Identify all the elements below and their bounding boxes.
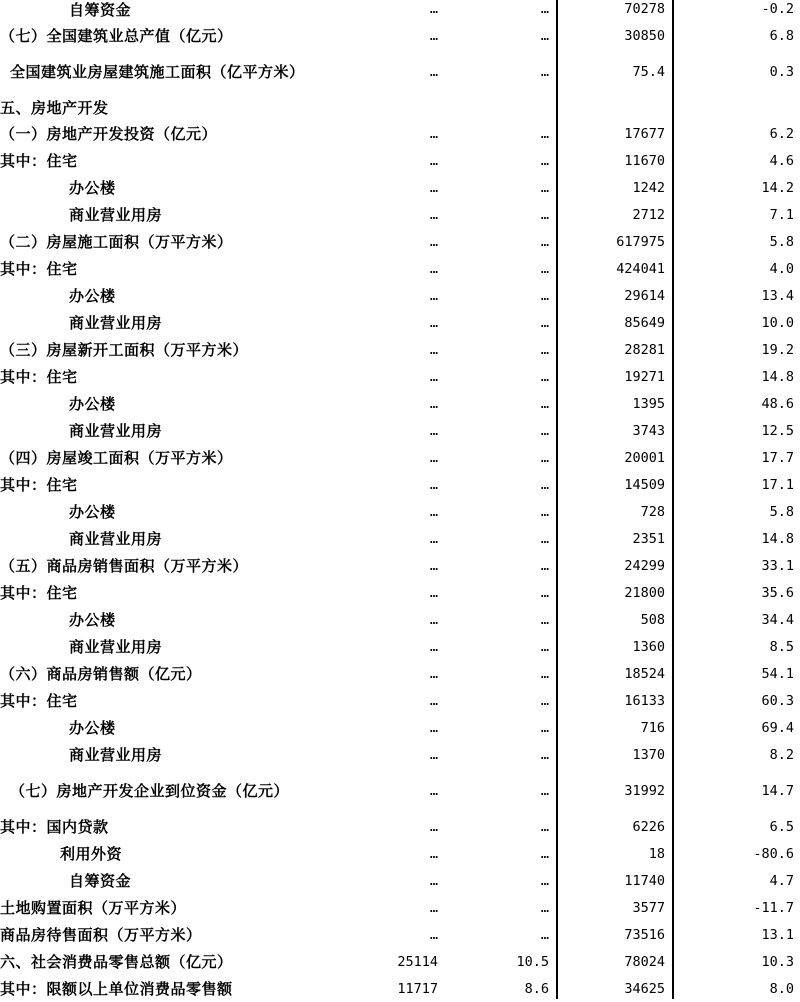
table-row — [0, 687, 800, 714]
value-cell-c3: 17677 — [624, 125, 665, 142]
row-label: 其中：住宅 — [0, 692, 78, 710]
value-cell-c3: 1370 — [632, 746, 665, 763]
value-cell-c3: 18524 — [624, 665, 665, 682]
row-label: （二）房屋施工面积（万平方米） — [0, 233, 233, 251]
row-label: （五）商品房销售面积（万平方米） — [0, 557, 249, 575]
row-label: 五、房地产开发 — [0, 98, 109, 117]
row-label: 其中：限额以上单位消费品零售额 — [0, 980, 233, 998]
value-cell-c1: … — [429, 557, 438, 574]
table-row — [0, 147, 800, 174]
value-cell-c1: … — [429, 206, 438, 223]
table-row — [0, 417, 800, 444]
value-cell-c1: … — [429, 287, 438, 304]
value-cell-c4: 14.8 — [761, 530, 794, 547]
value-cell-c3: 16133 — [624, 692, 665, 709]
value-cell-c1: … — [429, 926, 438, 943]
value-cell-c3: 2351 — [632, 530, 665, 547]
table-row — [0, 50, 800, 94]
value-cell-c2: … — [540, 64, 549, 80]
value-cell-c4: 54.1 — [761, 665, 794, 682]
value-cell-c3: 18 — [648, 845, 665, 862]
value-cell-c1: … — [429, 611, 438, 628]
value-cell-c1: … — [429, 584, 438, 601]
value-cell-c4: 6.2 — [769, 125, 794, 142]
row-label: 办公楼 — [69, 287, 116, 305]
table-row — [0, 768, 800, 813]
row-label: （七）全国建筑业总产值（亿元） — [0, 27, 233, 45]
value-cell-c2: … — [540, 638, 549, 655]
table-row — [0, 921, 800, 948]
value-cell-c2: … — [540, 449, 549, 466]
value-cell-c1: 11717 — [397, 980, 438, 997]
value-cell-c2: … — [540, 926, 549, 943]
value-cell-c3: 2712 — [632, 206, 665, 223]
row-label: 其中：国内贷款 — [0, 818, 109, 836]
row-label: 其中：住宅 — [0, 476, 78, 494]
value-cell-c4: 8.5 — [769, 638, 794, 655]
value-cell-c3: 24299 — [624, 557, 665, 574]
value-cell-c2: … — [540, 341, 549, 358]
value-cell-c4: 19.2 — [761, 341, 794, 358]
value-cell-c3: 85649 — [624, 314, 665, 331]
value-cell-c4: 34.4 — [761, 611, 794, 628]
value-cell-c2: … — [540, 782, 549, 799]
value-cell-c4: 0.3 — [769, 64, 794, 80]
table-row — [0, 94, 800, 120]
value-cell-c1: … — [429, 125, 438, 142]
table-row — [0, 606, 800, 633]
table-row — [0, 174, 800, 201]
row-label: 自筹资金 — [69, 0, 132, 19]
table-row — [0, 228, 800, 255]
table-row — [0, 714, 800, 741]
value-cell-c2: … — [540, 233, 549, 250]
value-cell-c3: 11670 — [624, 152, 665, 169]
value-cell-c4: 4.7 — [769, 872, 794, 889]
table-row — [0, 660, 800, 687]
value-cell-c2: 8.6 — [524, 980, 549, 997]
value-cell-c2 — [440, 94, 550, 120]
value-cell-c4: -0.2 — [761, 1, 794, 17]
row-label: 办公楼 — [69, 611, 116, 629]
row-label: 土地购置面积（万平方米） — [0, 899, 187, 917]
value-cell-c2: … — [540, 845, 549, 862]
table-row — [0, 309, 800, 336]
value-cell-c2: … — [540, 692, 549, 709]
value-cell-c4: 13.1 — [761, 926, 794, 943]
value-cell-c1: … — [429, 395, 438, 412]
table-row — [0, 498, 800, 525]
table-row — [0, 840, 800, 867]
table-row — [0, 552, 800, 579]
row-label: 办公楼 — [69, 719, 116, 737]
value-cell-c1: … — [429, 503, 438, 520]
value-cell-c2: … — [540, 503, 549, 520]
value-cell-c1: … — [429, 872, 438, 889]
row-label: 商业营业用房 — [69, 422, 163, 440]
value-cell-c3: 1395 — [632, 395, 665, 412]
value-cell-c3: 3577 — [632, 899, 665, 916]
value-cell-c3: 617975 — [616, 233, 665, 250]
value-cell-c3: 28281 — [624, 341, 665, 358]
table-row — [0, 813, 800, 840]
value-cell-c2: … — [540, 152, 549, 169]
value-cell-c3: 75.4 — [632, 64, 665, 80]
table-row — [0, 741, 800, 768]
value-cell-c1: … — [429, 782, 438, 799]
row-label: 自筹资金 — [69, 872, 132, 890]
value-cell-c3: 20001 — [624, 449, 665, 466]
value-cell-c1: … — [429, 314, 438, 331]
table-row — [0, 0, 800, 18]
row-label: （七）房地产开发企业到位资金（亿元） — [10, 781, 290, 800]
value-cell-c1: … — [429, 845, 438, 862]
row-label: 商业营业用房 — [69, 206, 163, 224]
value-cell-c3: 728 — [640, 503, 665, 520]
value-cell-c1: … — [429, 818, 438, 835]
value-cell-c1: … — [429, 449, 438, 466]
table-row — [0, 894, 800, 921]
value-cell-c3: 6226 — [632, 818, 665, 835]
row-label: 商业营业用房 — [69, 530, 163, 548]
row-label: 其中：住宅 — [0, 260, 78, 278]
table-row — [0, 948, 800, 975]
value-cell-c4: 10.0 — [761, 314, 794, 331]
value-cell-c3 — [556, 94, 668, 120]
value-cell-c1: … — [429, 64, 438, 80]
value-cell-c2: … — [540, 584, 549, 601]
value-cell-c1: … — [429, 476, 438, 493]
value-cell-c4: 8.0 — [769, 980, 794, 997]
value-cell-c2: … — [540, 395, 549, 412]
table-row — [0, 255, 800, 282]
row-label: 商业营业用房 — [69, 314, 163, 332]
value-cell-c1: … — [429, 233, 438, 250]
value-cell-c4: 35.6 — [761, 584, 794, 601]
value-cell-c3: 11740 — [624, 872, 665, 889]
value-cell-c1: … — [429, 341, 438, 358]
table-row — [0, 363, 800, 390]
value-cell-c2: … — [540, 611, 549, 628]
value-cell-c1: … — [429, 692, 438, 709]
value-cell-c4: 14.8 — [761, 368, 794, 385]
value-cell-c3: 716 — [640, 719, 665, 736]
value-cell-c3: 3743 — [632, 422, 665, 439]
value-cell-c3: 19271 — [624, 368, 665, 385]
value-cell-c4: 14.2 — [761, 179, 794, 196]
value-cell-c2: … — [540, 818, 549, 835]
table-row — [0, 282, 800, 309]
row-label: 商品房待售面积（万平方米） — [0, 926, 202, 944]
value-cell-c1: … — [429, 665, 438, 682]
row-label: （六）商品房销售额（亿元） — [0, 665, 202, 683]
value-cell-c1: … — [429, 152, 438, 169]
value-cell-c3: 14509 — [624, 476, 665, 493]
value-cell-c3: 73516 — [624, 926, 665, 943]
value-cell-c4: 17.1 — [761, 476, 794, 493]
value-cell-c4 — [675, 94, 800, 120]
table-row — [0, 120, 800, 147]
value-cell-c4: 48.6 — [761, 395, 794, 412]
value-cell-c4: 60.3 — [761, 692, 794, 709]
value-cell-c1: … — [429, 719, 438, 736]
value-cell-c1: 25114 — [397, 953, 438, 970]
value-cell-c1 — [330, 94, 440, 120]
value-cell-c3: 21800 — [624, 584, 665, 601]
value-cell-c2: … — [540, 314, 549, 331]
value-cell-c2: … — [540, 287, 549, 304]
value-cell-c1: … — [429, 179, 438, 196]
value-cell-c4: 13.4 — [761, 287, 794, 304]
value-cell-c2: … — [540, 206, 549, 223]
table-row — [0, 867, 800, 894]
value-cell-c2: … — [540, 476, 549, 493]
value-cell-c4: 5.8 — [769, 233, 794, 250]
value-cell-c2: … — [540, 125, 549, 142]
value-cell-c1: … — [429, 899, 438, 916]
table-row — [0, 201, 800, 228]
value-cell-c2: … — [540, 872, 549, 889]
row-label: 商业营业用房 — [69, 746, 163, 764]
value-cell-c2: … — [540, 260, 549, 277]
value-cell-c2: … — [540, 27, 549, 44]
value-cell-c1: … — [429, 422, 438, 439]
row-label: 商业营业用房 — [69, 638, 163, 656]
row-label: 其中：住宅 — [0, 152, 78, 170]
value-cell-c2: … — [540, 746, 549, 763]
value-cell-c1: … — [429, 368, 438, 385]
value-cell-c1: … — [429, 27, 438, 44]
row-label: 办公楼 — [69, 395, 116, 413]
value-cell-c4: 6.5 — [769, 818, 794, 835]
value-cell-c3: 508 — [640, 611, 665, 628]
value-cell-c4: 6.8 — [769, 27, 794, 44]
value-cell-c4: 33.1 — [761, 557, 794, 574]
value-cell-c4: 17.7 — [761, 449, 794, 466]
value-cell-c4: 12.5 — [761, 422, 794, 439]
value-cell-c1: … — [429, 260, 438, 277]
table-row — [0, 336, 800, 363]
value-cell-c2: … — [540, 719, 549, 736]
value-cell-c2: … — [540, 1, 549, 17]
value-cell-c2: … — [540, 665, 549, 682]
value-cell-c4: -11.7 — [753, 899, 794, 916]
table-row — [0, 390, 800, 417]
value-cell-c2: … — [540, 368, 549, 385]
row-label: （四）房屋竣工面积（万平方米） — [0, 449, 233, 467]
table-row — [0, 633, 800, 660]
value-cell-c3: 78024 — [624, 953, 665, 970]
value-cell-c4: 8.2 — [769, 746, 794, 763]
value-cell-c4: 4.0 — [769, 260, 794, 277]
value-cell-c2: … — [540, 899, 549, 916]
value-cell-c3: 1360 — [632, 638, 665, 655]
value-cell-c4: 7.1 — [769, 206, 794, 223]
row-label: 其中：住宅 — [0, 368, 78, 386]
value-cell-c4: 14.7 — [761, 782, 794, 799]
value-cell-c3: 1242 — [632, 179, 665, 196]
value-cell-c4: 10.3 — [761, 953, 794, 970]
value-cell-c1: … — [429, 746, 438, 763]
value-cell-c3: 29614 — [624, 287, 665, 304]
value-cell-c3: 424041 — [616, 260, 665, 277]
value-cell-c2: 10.5 — [516, 953, 549, 970]
row-label: 办公楼 — [69, 179, 116, 197]
row-label: （一）房地产开发投资（亿元） — [0, 125, 218, 143]
row-label: 六、社会消费品零售总额（亿元） — [0, 953, 233, 971]
table-row — [0, 579, 800, 606]
table-row — [0, 444, 800, 471]
value-cell-c1: … — [429, 638, 438, 655]
table-row — [0, 975, 800, 1002]
table-row — [0, 471, 800, 498]
value-cell-c3: 70278 — [624, 1, 665, 17]
value-cell-c3: 31992 — [624, 782, 665, 799]
row-label: 全国建筑业房屋建筑施工面积（亿平方米） — [10, 63, 305, 81]
value-cell-c2: … — [540, 557, 549, 574]
value-cell-c4: 4.6 — [769, 152, 794, 169]
value-cell-c2: … — [540, 422, 549, 439]
row-label: 利用外资 — [60, 845, 123, 863]
value-cell-c3: 30850 — [624, 27, 665, 44]
value-cell-c1: … — [429, 530, 438, 547]
value-cell-c2: … — [540, 530, 549, 547]
value-cell-c2: … — [540, 179, 549, 196]
value-cell-c3: 34625 — [624, 980, 665, 997]
table-row — [0, 525, 800, 552]
row-label: 其中：住宅 — [0, 584, 78, 602]
value-cell-c4: 69.4 — [761, 719, 794, 736]
value-cell-c4: 5.8 — [769, 503, 794, 520]
row-label: 办公楼 — [69, 503, 116, 521]
value-cell-c4: -80.6 — [753, 845, 794, 862]
value-cell-c1: … — [429, 1, 438, 17]
table-row — [0, 22, 800, 49]
row-label: （三）房屋新开工面积（万平方米） — [0, 341, 249, 359]
